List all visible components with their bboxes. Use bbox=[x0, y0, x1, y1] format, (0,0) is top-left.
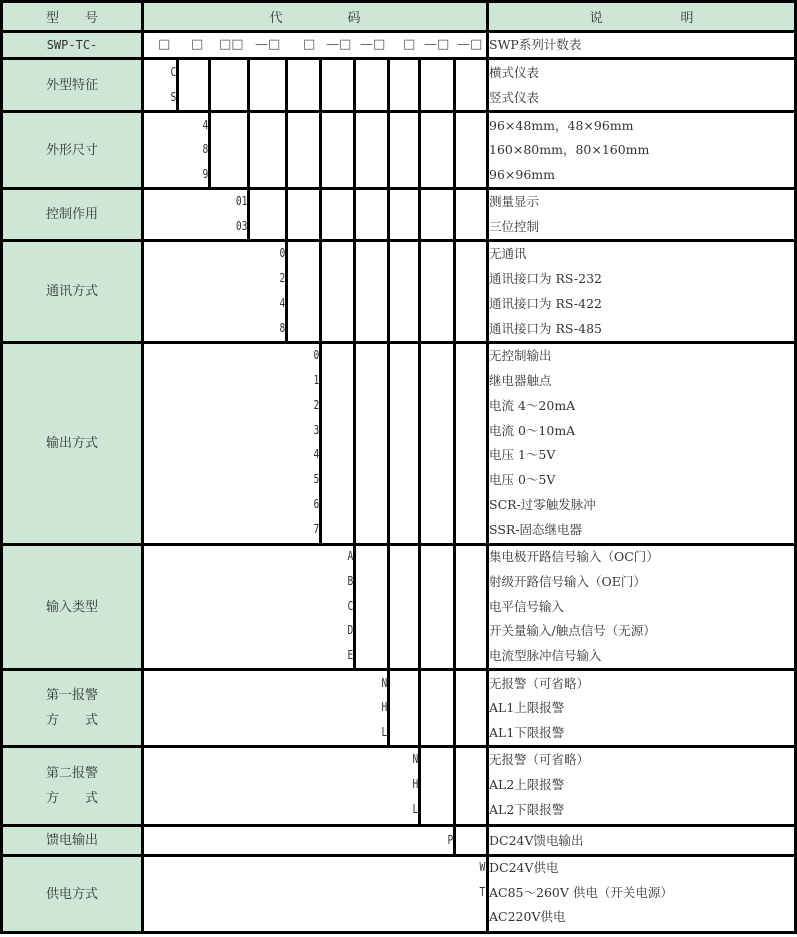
border bbox=[0, 0, 3, 934]
border bbox=[486, 0, 489, 934]
code-value: 0 bbox=[279, 246, 285, 260]
code-value: 5 bbox=[313, 472, 319, 486]
desc-line: 通讯接口为 RS-485 bbox=[489, 321, 602, 336]
label-text: 方 式 bbox=[45, 791, 98, 806]
code-slot: —□ bbox=[255, 37, 281, 52]
code-slot: —□ bbox=[424, 37, 450, 52]
border bbox=[453, 57, 456, 854]
border bbox=[0, 30, 797, 33]
border bbox=[141, 0, 144, 934]
header-model-text: 型 号 bbox=[45, 11, 98, 26]
code-value: N bbox=[381, 676, 387, 690]
code-value: W bbox=[479, 860, 485, 874]
label-text: 输出方式 bbox=[45, 436, 98, 451]
code-slot: □ bbox=[303, 37, 316, 52]
desc-line: 无通讯 bbox=[489, 246, 527, 261]
desc-line: AL1上限报警 bbox=[489, 700, 565, 715]
code-value: B bbox=[347, 574, 353, 588]
label-alarm2 bbox=[3, 748, 141, 824]
border bbox=[0, 824, 797, 827]
desc-line: SSR-固态继电器 bbox=[489, 522, 583, 537]
model-text: SWP-TC- bbox=[46, 38, 98, 52]
label-text: 控制作用 bbox=[45, 207, 98, 222]
label-text: 供电方式 bbox=[45, 886, 98, 902]
code-value: H bbox=[412, 777, 418, 791]
border bbox=[0, 931, 797, 934]
border bbox=[0, 57, 797, 60]
label-output bbox=[3, 344, 141, 543]
label-text: 第二报警 bbox=[45, 766, 98, 781]
label-input bbox=[3, 546, 141, 668]
border bbox=[387, 57, 390, 745]
code-value: D bbox=[347, 623, 353, 637]
label-text: 输入类型 bbox=[45, 599, 98, 615]
desc-line: AL2下限报警 bbox=[489, 802, 565, 817]
code-value: 4 bbox=[202, 118, 208, 132]
desc-line: 测量显示 bbox=[489, 194, 540, 209]
label-text: 外型特征 bbox=[45, 77, 98, 93]
label-power bbox=[3, 857, 141, 931]
code-value: 03 bbox=[235, 219, 247, 233]
label-alarm1 bbox=[3, 671, 141, 745]
desc-line: 无报警（可省略） bbox=[489, 676, 590, 691]
code-value: 01 bbox=[235, 194, 247, 208]
code-value: C bbox=[170, 65, 176, 79]
code-slot: □ bbox=[191, 37, 204, 52]
label-text: 馈电输出 bbox=[45, 833, 98, 848]
border bbox=[0, 543, 797, 546]
desc-line: 电流型脉冲信号输入 bbox=[489, 648, 602, 663]
desc-line: AC220V供电 bbox=[489, 909, 566, 924]
border bbox=[285, 57, 288, 341]
code-value: E bbox=[347, 648, 353, 662]
desc-line: 96×96mm bbox=[489, 167, 555, 182]
desc-line: 开关量输入/触点信号（无源） bbox=[489, 623, 656, 638]
desc-line: 电流 0～10mA bbox=[489, 423, 576, 438]
label-text: 第一报警 bbox=[45, 688, 98, 703]
code-slot: □ bbox=[158, 37, 171, 52]
label-appearance bbox=[3, 60, 141, 110]
border bbox=[0, 854, 797, 857]
code-value: 2 bbox=[313, 398, 319, 412]
header-desc bbox=[489, 3, 794, 30]
desc-line: 96×48mm，48×96mm bbox=[489, 118, 634, 133]
label-dimensions bbox=[3, 113, 141, 187]
border bbox=[0, 341, 797, 344]
code-slot: —□ bbox=[360, 37, 386, 52]
desc-line: 160×80mm，80×160mm bbox=[489, 142, 650, 157]
code-value: H bbox=[381, 700, 387, 714]
code-value: A bbox=[347, 549, 353, 563]
code-value: 6 bbox=[313, 497, 319, 511]
desc-line: AL2上限报警 bbox=[489, 777, 565, 792]
desc-line: AC85～260V 供电（开关电源） bbox=[489, 885, 673, 900]
header-code-text: 代 码 bbox=[269, 11, 361, 26]
label-communication bbox=[3, 242, 141, 341]
code-value: L bbox=[412, 802, 418, 816]
border bbox=[353, 57, 356, 668]
code-value: 2 bbox=[279, 271, 285, 285]
code-value: 8 bbox=[279, 321, 285, 335]
code-value: L bbox=[381, 725, 387, 739]
code-slot: □ bbox=[403, 37, 416, 52]
model-cell bbox=[3, 33, 141, 57]
desc-line: 集电极开路信号输入（OC门） bbox=[489, 549, 659, 564]
header-desc-text: 说 明 bbox=[589, 11, 694, 26]
desc-line: DC24V供电 bbox=[489, 860, 559, 875]
desc-line: 无报警（可省略） bbox=[489, 752, 590, 767]
label-control bbox=[3, 190, 141, 239]
border bbox=[0, 239, 797, 242]
header-model bbox=[3, 3, 141, 30]
code-value: P bbox=[447, 833, 453, 847]
border bbox=[247, 57, 250, 239]
desc-line: 竖式仪表 bbox=[489, 90, 540, 105]
label-text: 方 式 bbox=[45, 713, 98, 728]
code-value: 4 bbox=[313, 447, 319, 461]
code-slot: —□ bbox=[326, 37, 352, 52]
code-value: 8 bbox=[202, 142, 208, 156]
desc-line: 电流 4～20mA bbox=[489, 398, 576, 413]
border bbox=[0, 0, 797, 3]
border bbox=[418, 57, 421, 824]
code-value: 1 bbox=[313, 373, 319, 387]
label-text: 通讯方式 bbox=[45, 284, 98, 299]
desc-line: SCR-过零触发脉冲 bbox=[489, 497, 596, 512]
desc-line: DC24V馈电输出 bbox=[489, 833, 584, 848]
label-feed-output bbox=[3, 827, 141, 854]
desc-line: 射级开路信号输入（OE门） bbox=[489, 574, 646, 589]
desc-line: 电压 1～5V bbox=[489, 447, 556, 462]
border bbox=[0, 110, 797, 113]
border bbox=[319, 57, 322, 543]
code-slot: □□ bbox=[219, 37, 244, 52]
border bbox=[176, 57, 179, 110]
border bbox=[208, 57, 211, 187]
code-value: 4 bbox=[279, 296, 285, 310]
border bbox=[0, 745, 797, 748]
code-value: 7 bbox=[313, 522, 319, 536]
code-pattern bbox=[144, 33, 486, 57]
desc-line: 通讯接口为 RS-422 bbox=[489, 296, 602, 311]
code-value: C bbox=[347, 599, 353, 613]
desc-line: 继电器触点 bbox=[489, 373, 552, 388]
border bbox=[0, 187, 797, 190]
desc-line: 三位控制 bbox=[489, 219, 540, 234]
desc-line: 无控制输出 bbox=[489, 348, 552, 363]
code-slot: —□ bbox=[457, 37, 483, 52]
code-value: T bbox=[479, 885, 485, 899]
desc-line: 电压 0～5V bbox=[489, 472, 556, 487]
desc-line: AL1下限报警 bbox=[489, 725, 565, 740]
code-value: S bbox=[170, 90, 176, 104]
code-value: 0 bbox=[313, 348, 319, 362]
code-value: N bbox=[412, 752, 418, 766]
code-value: 3 bbox=[313, 423, 319, 437]
desc-line: 横式仪表 bbox=[489, 65, 540, 80]
model-desc: SWP系列计数表 bbox=[489, 37, 582, 52]
desc-line: 通讯接口为 RS-232 bbox=[489, 271, 602, 286]
border bbox=[0, 668, 797, 671]
desc-line: 电平信号输入 bbox=[489, 599, 565, 614]
code-value: 9 bbox=[202, 167, 208, 181]
label-text: 外形尺寸 bbox=[45, 142, 98, 158]
header-code bbox=[144, 3, 486, 30]
